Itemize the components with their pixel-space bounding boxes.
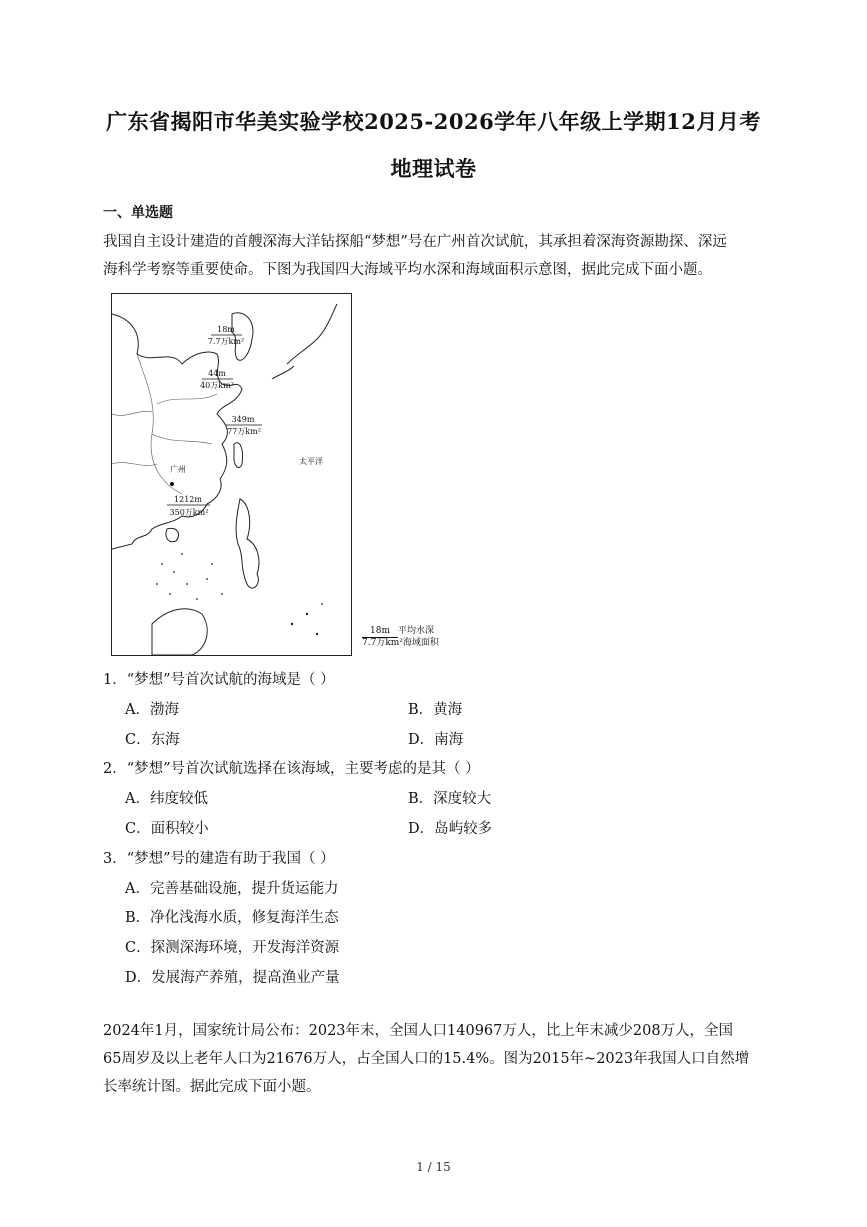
page-subtitle: 地理试卷	[390, 156, 477, 181]
donghai-area-label: 77万km²	[227, 427, 261, 436]
option-c[interactable]: C．探测深海环境，开发海洋资源	[125, 940, 340, 956]
page-title: 广东省揭阳市华美实验学校2025-2026学年八年级上学期12月月考	[106, 109, 761, 134]
option-c[interactable]: C．面积较小	[125, 821, 209, 837]
legend-area-value: 7.7万km²	[362, 638, 403, 648]
section-heading: 一、单选题	[103, 205, 173, 221]
intro-line: 我国自主设计建造的首艘深海大洋钻探船“梦想”号在广州首次试航，其承担着深海资源勘探、深远	[103, 234, 727, 250]
option-a[interactable]: A．渤海	[125, 702, 179, 718]
intro-line: 2024年1月，国家统计局公布：2023年末，全国人口140967万人，比上年末减少208万人，全国	[103, 1023, 734, 1039]
intro-line: 海科学考察等重要使命。下图为我国四大海域平均水深和海域面积示意图，据此完成下面小题。	[103, 262, 712, 278]
question-stem: 1．“梦想”号首次试航的海域是（ ）	[103, 672, 335, 688]
option-d[interactable]: D．岛屿较多	[408, 821, 493, 837]
guangzhou-label: 广州	[170, 465, 186, 474]
bohai-area-label: 7.7万km²	[207, 337, 245, 346]
pacific-ocean-label: 太平洋	[299, 457, 323, 466]
option-b[interactable]: B．黄海	[408, 702, 463, 718]
donghai-depth-label: 349m	[231, 415, 255, 424]
question-group-intro	[103, 228, 753, 284]
huanghai-area-label: 40万km²	[200, 381, 234, 390]
option-b[interactable]: B．净化浅海水质，修复海洋生态	[125, 910, 339, 926]
nanhai-area-label: 350万km²	[169, 508, 209, 517]
nanhai-depth-label: 1212m	[174, 495, 202, 504]
legend-depth-label: 平均水深	[398, 626, 435, 636]
question-stem: 2．“梦想”号首次试航选择在该海域，主要考虑的是其（ ）	[103, 761, 480, 777]
legend-area-label: 海域面积	[402, 638, 439, 648]
legend-depth-value: 18m	[362, 626, 398, 638]
huanghai-depth-label: 44m	[208, 369, 226, 378]
intro-line: 长率统计图。据此完成下面小题。	[103, 1079, 321, 1095]
intro-line: 65周岁及以上老年人口为21676万人，占全国人口的15.4%。图为2015年~2023年我国人口自然增	[103, 1051, 750, 1067]
page-number: 1 / 15	[416, 1160, 451, 1174]
question-group-intro	[103, 1017, 753, 1101]
bohai-depth-label: 18m	[217, 325, 235, 334]
option-b[interactable]: B．深度较大	[408, 791, 492, 807]
map-drawing	[112, 294, 351, 655]
option-d[interactable]: D．发展海产养殖，提高渔业产量	[125, 970, 340, 986]
option-a[interactable]: A．完善基础设施，提升货运能力	[125, 881, 339, 897]
question-stem: 3．“梦想”号的建造有助于我国（ ）	[103, 851, 335, 867]
map-legend	[362, 626, 439, 649]
option-a[interactable]: A．纬度较低	[125, 791, 208, 807]
sea-area-map	[111, 293, 352, 656]
option-c[interactable]: C．东海	[125, 732, 180, 748]
option-d[interactable]: D．南海	[408, 732, 464, 748]
